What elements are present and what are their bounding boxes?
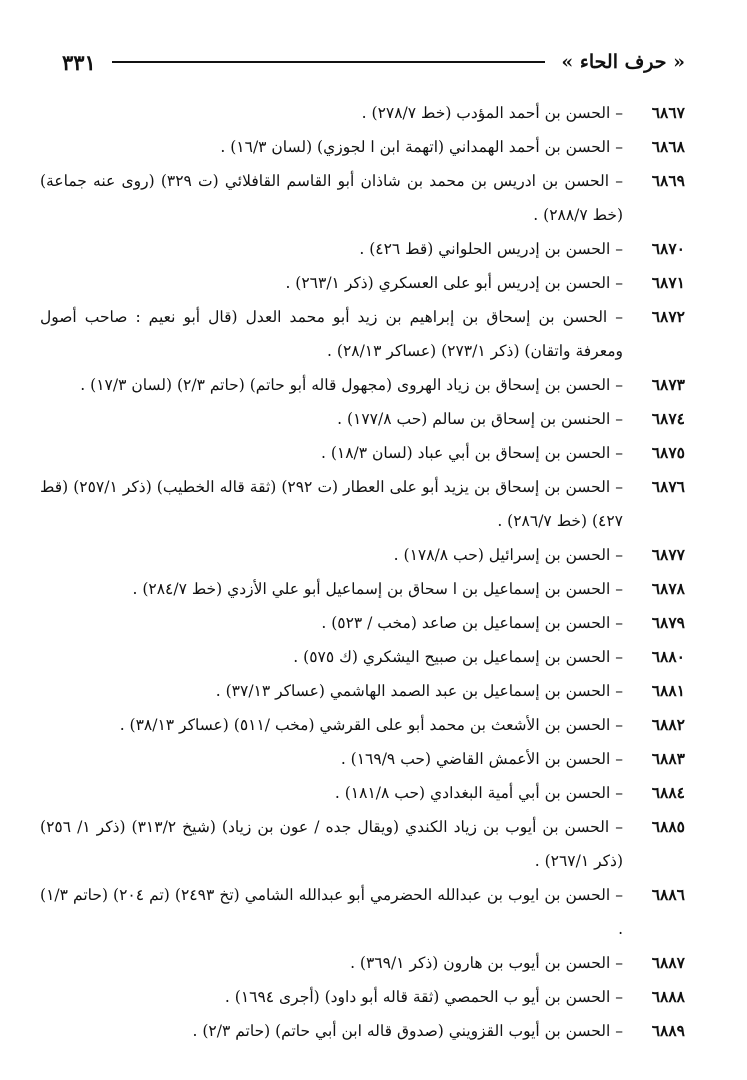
entry-number: ٦٨٦٨ — [651, 137, 685, 156]
entry-number: ٦٨٨٠ — [651, 647, 685, 666]
entry-number: ٦٨٧٨ — [651, 579, 685, 598]
entry-number: ٦٨٨٦ — [651, 885, 685, 904]
entry-number: ٦٨٨٨ — [651, 987, 685, 1006]
entry-text: – الحسن بن إسرائيل (حب ١٧٨/٨) . — [393, 546, 623, 564]
entry-text: – الحسن بن أيو ب الحمصي (ثقة قاله أبو داود) (أجرى ١٦٩٤) . — [224, 988, 623, 1006]
entry-number: ٦٨٧٩ — [651, 613, 685, 632]
entry-number: ٦٨٧٤ — [651, 409, 685, 428]
entry-6885 — [40, 810, 685, 878]
entry-6868 — [40, 130, 685, 164]
entry-text: – الحسن بن إسحاق بن أبي عباد (لسان ١٨/٣) . — [320, 444, 623, 462]
entry-6871 — [40, 266, 685, 300]
entry-text: – الحسن بن أيوب بن زياد الكندي (ويقال جده / عون بن زياد) (شيخ ٣١٣/٢) (ذكر ١/ ٢٥٦) (ذكر ٢٦٧/١) . — [40, 818, 623, 870]
entry-6875 — [40, 436, 685, 470]
entry-number: ٦٨٨٩ — [651, 1021, 685, 1040]
entry-number: ٦٨٨٢ — [651, 715, 685, 734]
entry-text: – الحنسن بن إسحاق بن سالم (حب ١٧٧/٨) . — [337, 410, 623, 428]
entry-text: – الحسن بن أيوب بن هارون (ذكر ٣٦٩/١) . — [350, 954, 623, 972]
entry-6873 — [40, 368, 685, 402]
entry-text: – الحسن بن أحمد المؤدب (خط ٢٧٨/٧) . — [361, 104, 623, 122]
entry-6883 — [40, 742, 685, 776]
entry-text: – الحسن بن إسماعيل بن ا سحاق بن إسماعيل أبو علي الأزدي (خط ٢٨٤/٧) . — [132, 580, 623, 598]
entry-6877 — [40, 538, 685, 572]
entry-text: – الحسن بن ايوب بن عبدالله الحضرمي أبو عبدالله الشامي (تخ ٢٤٩٣) (تم ٢٠٤) (حاتم ١/٣) . — [40, 886, 624, 938]
page-number: ٣٣١ — [62, 49, 96, 75]
entry-number: ٦٨٧٥ — [651, 443, 685, 462]
entry-text: – الحسن بن أبي أمية البغدادي (حب ١٨١/٨) . — [334, 784, 623, 802]
entry-text: – الحسن بن إسحاق بن زياد الهروى (مجهول قاله أبو حاتم) (حاتم ٢/٣) (لسان ١٧/٣) . — [80, 376, 623, 394]
entry-text: – الحسن بن إدريس أبو على العسكري (ذكر ٢٦٣/١) . — [285, 274, 623, 292]
entry-number: ٦٨٧٦ — [651, 477, 685, 496]
entry-number: ٦٨٨٧ — [651, 953, 685, 972]
entry-6879 — [40, 606, 685, 640]
entry-text: – الحسن بن ادريس بن محمد بن شاذان أبو القاسم القافلائي (ت ٣٢٩) (روى عنه جماعة) (خط ٢٨٨/٧) . — [40, 172, 623, 224]
entry-6889 — [40, 1014, 685, 1048]
entry-text: – الحسن بن إسماعيل بن عبد الصمد الهاشمي (عساكر ٣٧/١٣) . — [215, 682, 623, 700]
entry-6867 — [40, 96, 685, 130]
entry-number: ٦٨٧١ — [651, 273, 685, 292]
header-rule — [112, 61, 546, 63]
entry-text: – الحسن بن إسماعيل بن صبيح اليشكري (ك ٥٧٥) . — [293, 648, 623, 666]
entry-6886 — [40, 878, 685, 946]
chapter-title: « حرف الحاء » — [561, 51, 685, 73]
entry-text: – الحسن بن إسماعيل بن صاعد (مخب / ٥٢٣) . — [321, 614, 623, 632]
entry-number: ٦٨٧٧ — [651, 545, 685, 564]
entry-6887 — [40, 946, 685, 980]
entry-6876 — [40, 470, 685, 538]
entry-number: ٦٨٨٣ — [651, 749, 685, 768]
entry-list — [40, 96, 685, 1048]
entry-6884 — [40, 776, 685, 810]
entry-number: ٦٨٨٥ — [651, 817, 685, 836]
entry-text: – الحسن بن إسحاق بن إبراهيم بن زيد أبو محمد العدل (قال أبو نعيم : صاحب أصول ومعرفة واتقان) (ذكر ٢٧٣/١) (عساكر ٢٨/١٣) . — [40, 308, 623, 360]
entry-number: ٦٨٦٧ — [651, 103, 685, 122]
entry-6880 — [40, 640, 685, 674]
entry-text: – الحسن بن إسحاق بن يزيد أبو على العطار (ت ٢٩٢) (ثقة قاله الخطيب) (ذكر ٢٥٧/١) (قط ٤٢٧) (خط ٢٨٦/٧) . — [40, 478, 623, 530]
entry-number: ٦٨٧٠ — [651, 239, 685, 258]
entry-6878 — [40, 572, 685, 606]
entry-number: ٦٨٨١ — [651, 681, 685, 700]
entry-6888 — [40, 980, 685, 1014]
entry-6874 — [40, 402, 685, 436]
entry-number: ٦٨٧٢ — [651, 307, 685, 326]
entry-6870 — [40, 232, 685, 266]
entry-6872 — [40, 300, 685, 368]
entry-number: ٦٨٦٩ — [651, 171, 685, 190]
entry-text: – الحسن بن إدريس الحلواني (قط ٤٢٦) . — [359, 240, 623, 258]
entry-text: – الحسن بن الأعمش القاضي (حب ١٦٩/٩) . — [340, 750, 623, 768]
entry-text: – الحسن بن أحمد الهمداني (اتهمة ابن ا لجوزي) (لسان ١٦/٣) . — [220, 138, 623, 156]
entry-6881 — [40, 674, 685, 708]
entry-6882 — [40, 708, 685, 742]
entry-text: – الحسن بن الأشعث بن محمد أبو على القرشي (مخب /٥١١) (عساكر ٣٨/١٣) . — [119, 716, 623, 734]
entry-number: ٦٨٨٤ — [651, 783, 685, 802]
entry-number: ٦٨٧٣ — [651, 375, 685, 394]
entry-6869 — [40, 164, 685, 232]
entry-text: – الحسن بن أيوب القزويني (صدوق قاله ابن أبي حاتم) (حاتم ٢/٣) . — [192, 1022, 623, 1040]
page-header — [62, 44, 685, 80]
